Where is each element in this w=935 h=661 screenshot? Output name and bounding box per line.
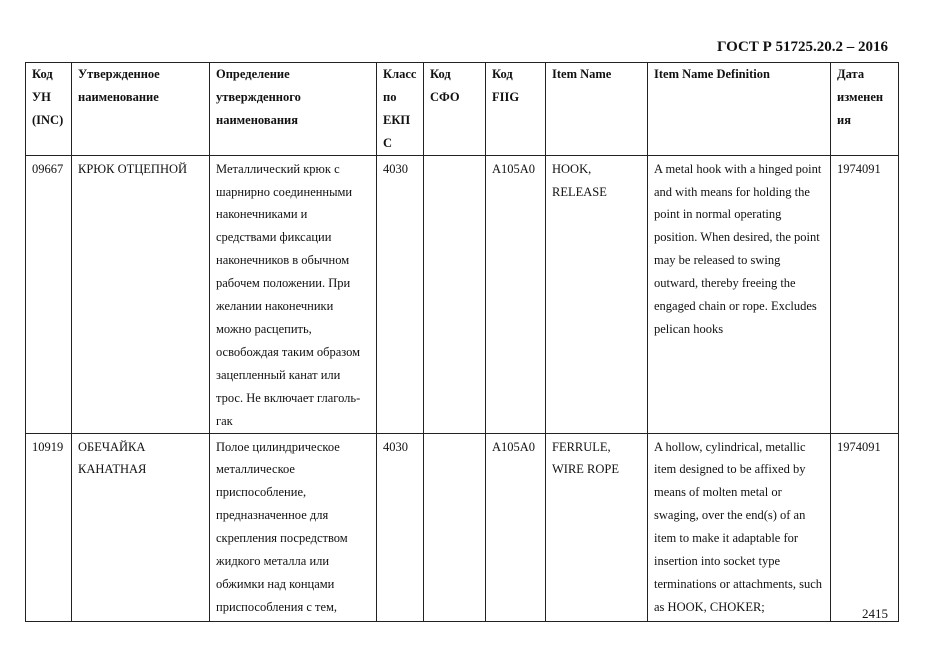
header-fiig: Код FIIG bbox=[486, 63, 546, 156]
cell-item-name: HOOK, RELEASE bbox=[546, 155, 648, 433]
cell-inc: 09667 bbox=[26, 155, 72, 433]
cell-approved-name: ОБЕЧАЙКА КАНАТНАЯ bbox=[72, 433, 210, 621]
cell-definition: Полое цилиндрическое металлическое приспособление, предназначенное для скрепления посредством жидкого металла или обжимки над концами приспособления с тем, bbox=[210, 433, 377, 621]
table-row bbox=[26, 155, 899, 433]
header-item-name: Item Name bbox=[546, 63, 648, 156]
header-definition: Определение утвержденного наименования bbox=[210, 63, 377, 156]
cell-item-name: FERRULE, WIRE ROPE bbox=[546, 433, 648, 621]
table-row bbox=[26, 433, 899, 621]
cell-item-definition: A hollow, cylindrical, metallic item designed to be affixed by means of molten metal or swaging, over the end(s) of an item to make it adaptable for insertion into socket type terminations or attachments, such as HOOK, CHOKER; bbox=[648, 433, 831, 621]
cell-approved-name: КРЮК ОТЦЕПНОЙ bbox=[72, 155, 210, 433]
cell-fiig: A105A0 bbox=[486, 433, 546, 621]
header-item-definition: Item Name Definition bbox=[648, 63, 831, 156]
cell-class: 4030 bbox=[377, 155, 424, 433]
header-class: Класс по ЕКПС bbox=[377, 63, 424, 156]
cell-item-definition: A metal hook with a hinged point and with means for holding the point in normal operating position. When desired, the point may be released to swing outward, thereby freeing the engaged chain or rope. Excludes pelican hooks bbox=[648, 155, 831, 433]
header-inc: Код УН (INC) bbox=[26, 63, 72, 156]
cell-class: 4030 bbox=[377, 433, 424, 621]
cell-inc: 10919 bbox=[26, 433, 72, 621]
header-approved-name: Утвержденное наименование bbox=[72, 63, 210, 156]
header-date: Дата изменен ия bbox=[831, 63, 899, 156]
cell-sfo bbox=[424, 433, 486, 621]
cell-sfo bbox=[424, 155, 486, 433]
catalog-table bbox=[25, 62, 899, 622]
table-header-row bbox=[26, 63, 899, 156]
header-sfo: Код СФО bbox=[424, 63, 486, 156]
cell-fiig: A105A0 bbox=[486, 155, 546, 433]
document-code: ГОСТ Р 51725.20.2 – 2016 bbox=[716, 39, 888, 55]
page-number: 2415 bbox=[862, 606, 888, 621]
cell-definition: Металлический крюк с шарнирно соединенными наконечниками и средствами фиксации наконечников в обычном рабочем положении. При желании наконечники можно расцепить, освобождая таким образом зацепленный канат или трос. Не включает глаголь-гак bbox=[210, 155, 377, 433]
cell-date: 1974091 bbox=[831, 155, 899, 433]
cell-date: 1974091 bbox=[831, 433, 899, 621]
